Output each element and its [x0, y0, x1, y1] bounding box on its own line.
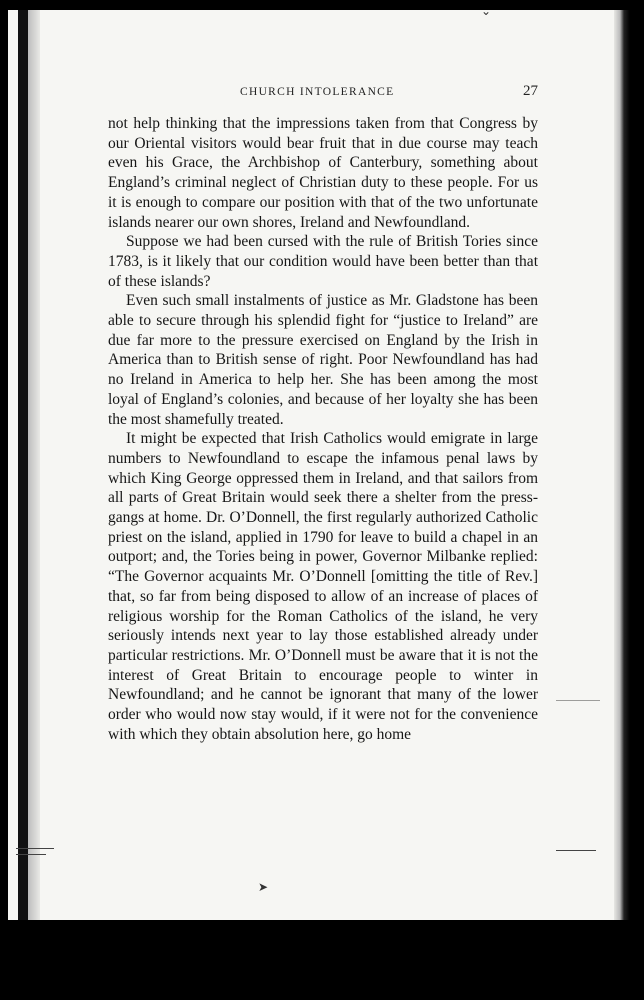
paragraph-1: not help thinking that the impressions taken from that Congress by our Oriental visitors would bear fruit that in due course may teach even his Grace, the Archbishop of Canterbury, something about England’s criminal neglect of Christian duty to these people. For us it is enough to compare our position with that of the two unfortunate islands nearer our own shores, Ireland and Newfoundland. — [108, 115, 538, 231]
page-edge — [614, 10, 630, 920]
scan-mark — [16, 854, 46, 855]
paragraph-4: It might be expected that Irish Catholics would emigrate in large numbers to Newfoundland to escape the infamous penal laws by which King George oppressed them in Ireland, and that sailors from all parts of Great Britain would seek there a shelter from the press-gangs at home. Dr. O’Donnell, the first regularly authorized Catholic priest on the island, applied in 1790 for leave to build a chapel in an outport; and, the Tories being in power, Governor Milbanke replied: “The Governor acquaints Mr. O’Donnell [omitting the title of Rev.] that, so far from being disposed to allow of an increase of places of religious worship for the Roman Catholics of the island, he very seriously intends next year to lay those established already under particular restrictions. Mr. O’Donnell must be aware that it is not the interest of Great Britain to encourage people to winter in Newfoundland; and he cannot be ignorant that many of the lower order who would now stay would, if it were not for the convenience with which they obtain absolution here, go home — [108, 430, 538, 743]
running-head: CHURCH INTOLERANCE — [240, 86, 395, 98]
scan-mark — [556, 850, 596, 851]
scan-mark — [16, 848, 54, 849]
paragraph-2: Suppose we had been cursed with the rule of British Tories since 1783, is it likely that our condition would have been better than that of these islands? — [108, 233, 538, 290]
scan-tick-icon: ⌄ — [481, 10, 492, 18]
page-header — [108, 83, 538, 106]
body-text — [108, 114, 538, 745]
scan-arrow-icon: ➤ — [258, 880, 269, 894]
page-number: 27 — [523, 83, 538, 99]
scan-mark — [556, 700, 600, 701]
paragraph-3: Even such small instalments of justice as Mr. Gladstone has been able to secure through his splendid fight for “justice to Ireland” are due far more to the pressure exercised on England by the Irish in America than to British sense of right. Poor Newfoundland has had no Ireland in America to help her. She has been among the most loyal of England’s colonies, and because of her loyalty she has been the most shamefully treated. — [108, 292, 538, 428]
page-gutter — [18, 10, 40, 920]
book-page — [8, 10, 630, 920]
